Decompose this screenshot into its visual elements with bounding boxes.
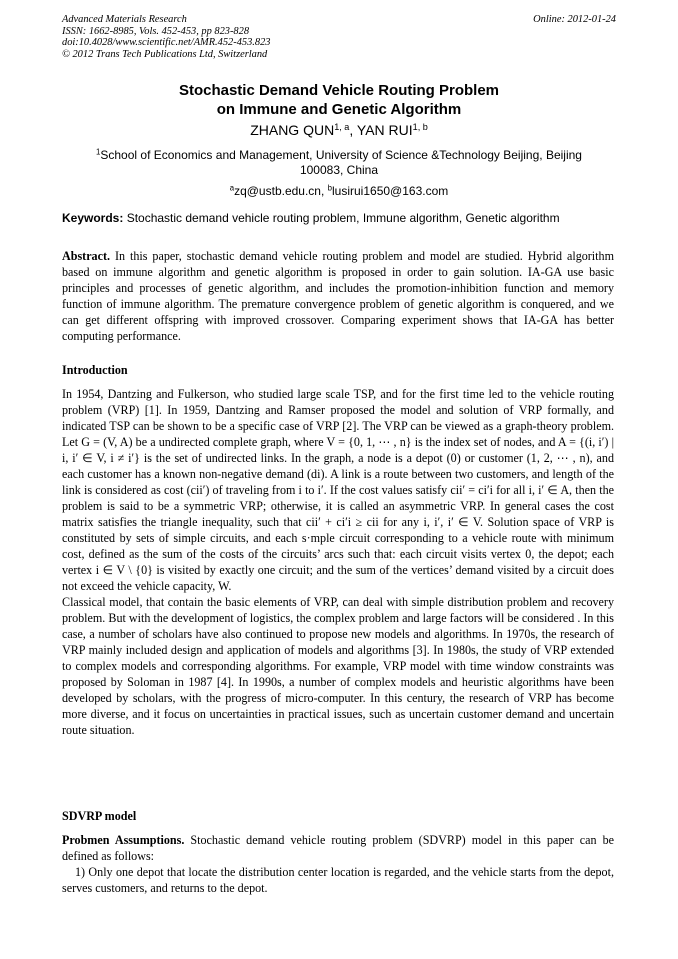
journal-name: Advanced Materials Research [62,14,187,25]
email-b-marker: b [327,183,332,193]
assumption-item-1: 1) Only one depot that locate the distribution center location is regarded, and the vehicle starts from the depot, serves customers, and returns to the depot. [62,865,614,895]
keywords [62,210,622,226]
email-a-marker: a [229,183,235,193]
sdvrp-heading: SDVRP model [62,809,137,823]
doi-line: doi:10.4028/www.scientific.net/AMR.452-453.823 [62,37,271,49]
affiliation-marker: 1 [96,147,101,157]
copyright-line: © 2012 Trans Tech Publications Ltd, Switzerland [62,48,268,60]
email-a: zq@ustb.edu.cn, [234,184,328,198]
abstract-text: In this paper, stochastic demand vehicle routing problem and model are studied. Hybrid algorithm based on immune algorithm and genetic algorithm is proposed in order to gain solution. IA-GA use basic principles and processes of genetic algorithm, and includes the promotion-inhibition function and memory function of immune algorithm. The premature convergence problem of genetic algorithm is conquered, and we can get different offspring with improved crossover. Comparing experiment shows that IA-GA has better computing performance. [62,249,614,343]
title-line-1: Stochastic Demand Vehicle Routing Problem [178,82,500,99]
authors [62,121,616,139]
online-date: Online: 2012-01-24 [533,14,616,25]
author-2-affil: 1, b [412,122,428,132]
author-1-affil: 1, a [334,122,350,132]
author-1: ZHANG QUN [250,122,335,138]
paper-title [62,81,616,119]
affiliation [80,148,598,177]
intro-paragraph-1: In 1954, Dantzing and Fulkerson, who studied large scale TSP, and for the first time led to the vehicle routing problem (VRP) [1]. In 1959, Dantzing and Ramser proposed the model and solution of VRP formally, and indicated TSP can be shown to be a specific case of VRP [2]. The VRP can be viewed as a graph-theory problem. Let G = (V, A) be a undirected complete graph, where V = {0, 1, ⋯ , n} is the index set of nodes, and A = {(i, i′) | i, i′ ∈ V, i ≠ i′} is the set of undirected links. In the graph, a node is a depot (0) or customer (1, 2, ⋯ , n), and each customer has a known non-negative demand (di). A link is a route between two customers, and length of the link is considered as cost (cii′) of traveling from i to i′. If the cost values satisfy cii′ = ci′i for all i, i′ ∈ A, then the problem is said to be a symmetric VRP; otherwise, it is called an asymmetric VRP. In general cases the cost matrix satisfies the triangle inequality, such that cii′ + ci′i ≥ cii for any i, i′, i′ ∈ V. Solution space of VRP is constituted by sets of simple circuits, and each s·mple circuit corresponding to a vehicle route with minimum cost, defined as the sum of the costs of the circuits’ arcs such that: each circuit visits vertex 0, the depot; each vertex i ∈ V \ {0} is visited by exactly one circuit; and the sum of the vertices’ demand visited by a circuit does not exceed the vehicle capacity, W. [62,387,614,593]
issn-line: ISSN: 1662-8985, Vols. 452-453, pp 823-828 [62,25,250,37]
journal-header [62,14,616,60]
affiliation-text: School of Economics and Management, University of Science &Technology Beijing, Beijing 100083, China [100,148,582,177]
intro-paragraph-2: Classical model, that contain the basic elements of VRP, can deal with simple distribution problem and recovery problem. But with the development of logistics, the complex problem and large factors will be considered . In this case, a number of scholars have also continued to propose new models and algorithms. In 1970s, the research of VRP mainly included design and application of models and algorithms [3]. In 1980s, the study of VRP extended to complex models and corresponding algorithms. For example, VRP model with time window constraints was proposed by Soloman in 1987 [4]. In 1990s, a number of complex models and heuristic algorithms have been developed by scholars, with the progress of micro-computer. In this century, the research of VRP has become more diverse, and it focus on uncertainties in practical issues, such as uncertain customer demand and uncertain route situation. [62,595,614,737]
assumptions-label: Probmen Assumptions. [62,833,185,847]
introduction-heading: Introduction [62,363,128,377]
abstract-label: Abstract. [62,249,111,263]
email-b: lusirui1650@163.com [332,184,449,198]
keywords-label: Keywords: [62,211,124,225]
author-2: YAN RUI [356,122,413,138]
title-line-2: on Immune and Genetic Algorithm [216,101,462,118]
assumptions-text: Stochastic demand vehicle routing problem (SDVRP) model in this paper can be defined as follows: [62,833,614,863]
keywords-text: Stochastic demand vehicle routing problem, Immune algorithm, Genetic algorithm [123,211,560,225]
introduction-body [62,386,614,738]
author-emails [62,184,616,199]
abstract [62,248,614,344]
sdvrp-body [62,832,614,896]
author-separator: , [349,122,357,138]
